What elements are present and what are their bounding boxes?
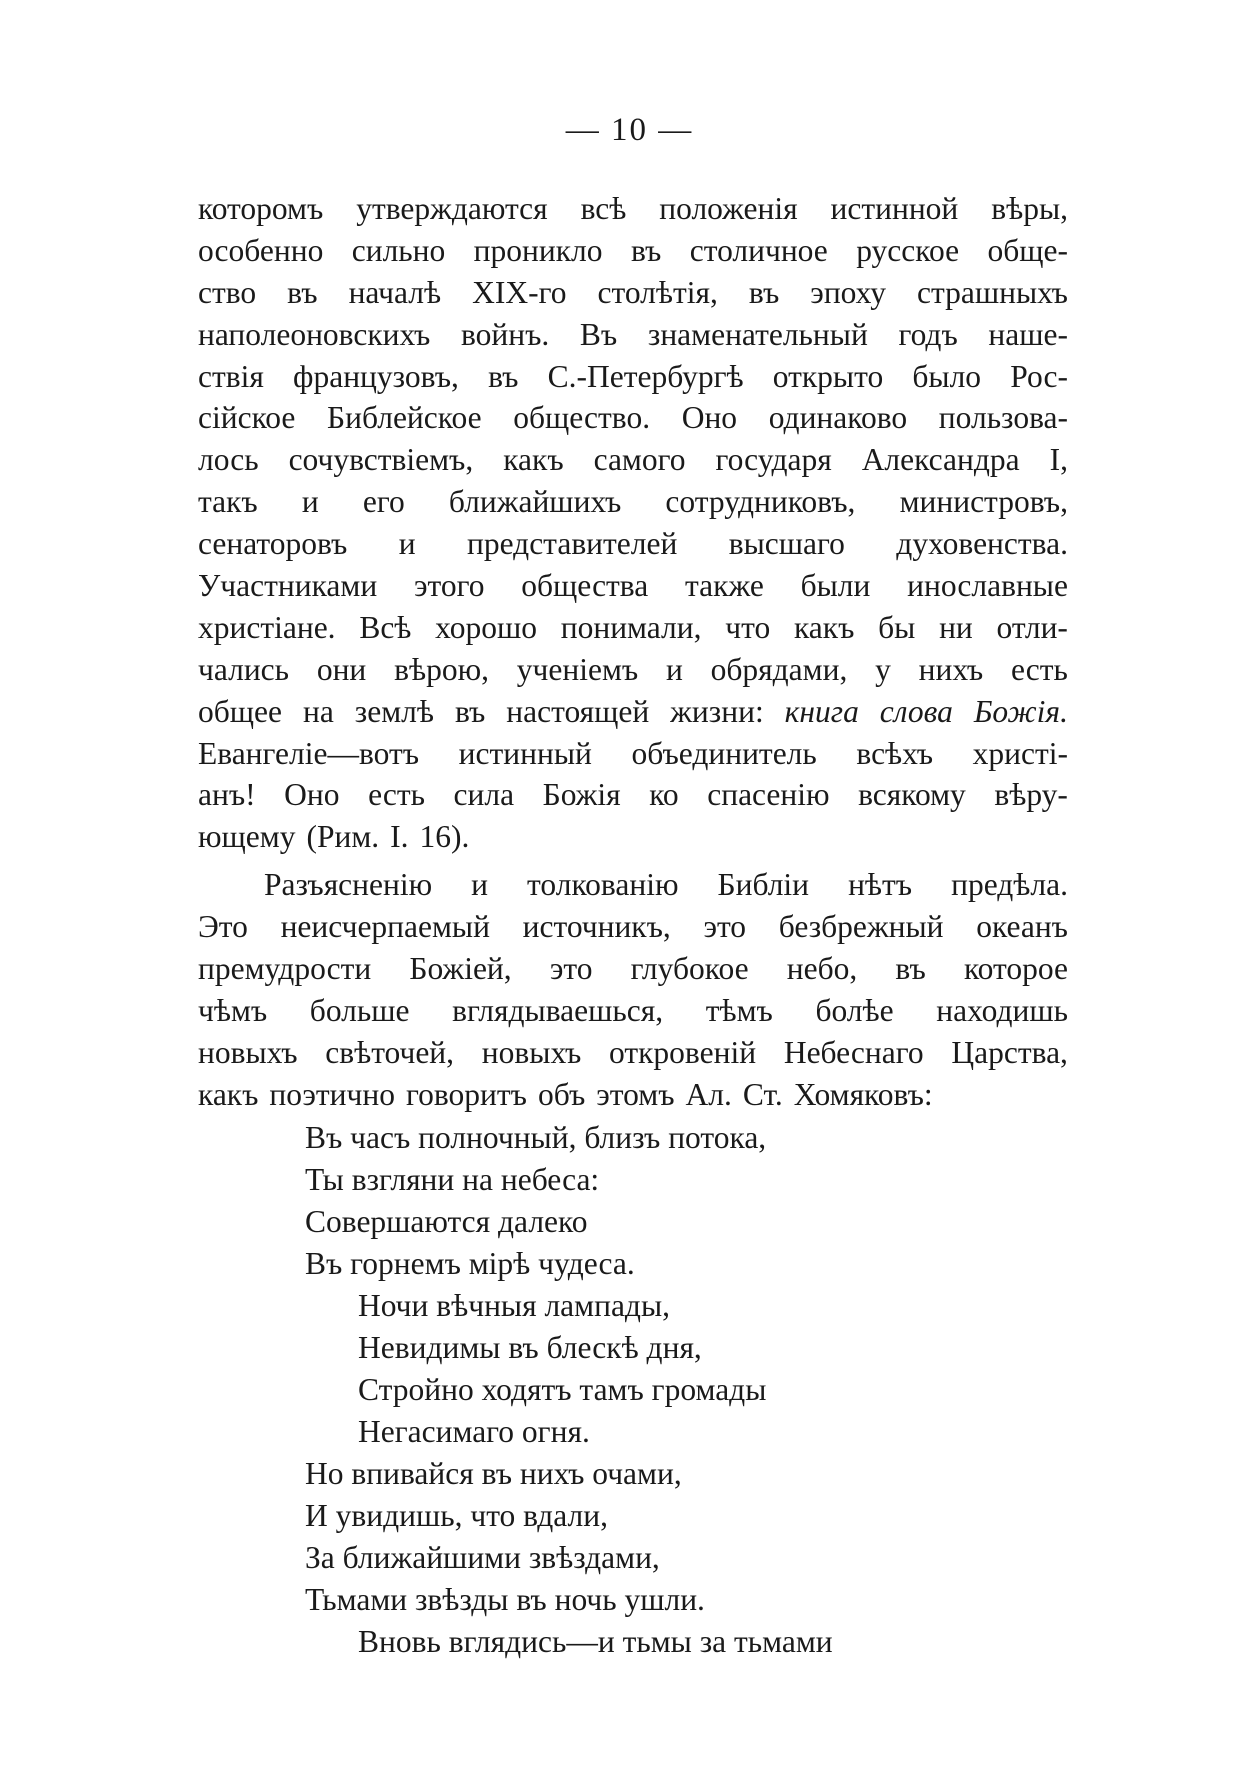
word: общество. <box>513 400 651 436</box>
word: столѣтія, <box>597 274 718 310</box>
word: которомъ <box>198 191 324 226</box>
word: войнъ. <box>460 316 550 352</box>
word: Александра <box>861 442 1020 478</box>
word: особенно <box>198 232 324 268</box>
text-line <box>198 816 1068 858</box>
word: наполеоновскихъ <box>198 316 431 352</box>
word: океанъ <box>976 909 1068 945</box>
word: его <box>362 484 405 520</box>
poem-line: И увидишь, что вдали, <box>305 1498 609 1533</box>
word: Царства, <box>951 1034 1068 1070</box>
paragraph <box>198 864 1068 1115</box>
word: Въ <box>579 316 618 352</box>
poem-line: Ты взгляни на небеса: <box>305 1162 600 1197</box>
prose-text <box>198 188 1068 1116</box>
word: Хомяковъ: <box>793 1076 933 1112</box>
word: говоритъ <box>406 1076 527 1112</box>
word: вглядываешься, <box>452 992 664 1028</box>
word: неисчерпаемый <box>280 909 490 945</box>
poem-line: Вновь вглядись—и тьмы за тьмами <box>358 1624 833 1659</box>
word: въ <box>748 274 780 310</box>
word: это <box>549 951 593 987</box>
word: министровъ, <box>899 484 1068 520</box>
word: представителей <box>467 526 678 562</box>
word: Участниками <box>198 568 378 604</box>
word: есть <box>368 777 425 813</box>
text-line <box>198 948 1068 990</box>
word: открыто <box>772 358 884 394</box>
word: знаменательный <box>647 316 868 352</box>
word: объединитель <box>631 735 817 771</box>
word: и <box>471 867 489 903</box>
word: положенія <box>659 191 798 226</box>
word: настоящей <box>506 693 650 729</box>
text-line <box>198 733 1068 775</box>
poem-line: Стройно ходятъ тамъ громады <box>358 1372 767 1407</box>
word: свѣточей, <box>325 1034 455 1070</box>
word: всѣхъ <box>856 735 934 771</box>
word: Божія <box>542 777 621 813</box>
poem-line: Невидимы въ блескѣ дня, <box>358 1330 702 1365</box>
poem-line: Негасимаго огня. <box>358 1414 590 1449</box>
word: тѣмъ <box>705 992 773 1028</box>
word: Небеснаго <box>783 1034 924 1070</box>
text-line <box>198 314 1068 356</box>
word: новыхъ <box>198 1034 298 1070</box>
word: въ <box>454 693 486 729</box>
word: премудрости <box>198 951 372 987</box>
word: и <box>398 526 416 562</box>
word: также <box>685 568 764 604</box>
word: слова <box>879 693 953 729</box>
word: истинный <box>458 735 592 771</box>
word: Божіей, <box>409 951 512 987</box>
word: какъ <box>503 442 564 478</box>
word: жизни: <box>670 693 764 729</box>
word: сенаторовъ <box>198 526 348 562</box>
word: высшаго <box>728 526 845 562</box>
word: обще- <box>987 232 1068 268</box>
word: откровеній <box>609 1034 757 1070</box>
word: Библейское <box>327 400 482 436</box>
word: сочувствіемъ, <box>288 442 474 478</box>
word: нѣтъ <box>848 867 913 903</box>
word: такъ <box>198 484 258 520</box>
word: ющему <box>198 819 296 855</box>
word: вѣры, <box>991 191 1068 226</box>
word: безбрежный <box>778 909 944 945</box>
word: обрядами, <box>710 651 848 687</box>
word: сійское <box>198 400 296 436</box>
word: въ <box>895 951 926 987</box>
word: самого <box>593 442 686 478</box>
word: Ал. <box>685 1076 732 1112</box>
word: ствія <box>198 358 264 394</box>
word: годъ <box>898 316 958 352</box>
word: наше- <box>988 316 1068 352</box>
word: которое <box>963 951 1068 987</box>
poem-line: Тьмами звѣзды въ ночь ушли. <box>305 1582 705 1617</box>
word: ко <box>649 777 679 813</box>
word: Божія. <box>973 693 1068 729</box>
text-line <box>198 481 1068 523</box>
word: сотрудниковъ, <box>665 484 856 520</box>
word: общества <box>521 568 649 604</box>
word: нихъ <box>918 651 984 687</box>
word: (Рим. <box>306 819 380 855</box>
word: XIX-го <box>472 274 567 310</box>
word: какъ <box>198 1076 259 1112</box>
word: ученіемъ <box>516 651 639 687</box>
word: на <box>302 693 334 729</box>
text-line <box>198 649 1068 691</box>
word: это <box>703 909 747 945</box>
text-line <box>198 356 1068 398</box>
text-line <box>198 906 1068 948</box>
word: спасенію <box>707 777 830 813</box>
word: сильно <box>351 232 446 268</box>
word: было <box>912 358 982 394</box>
word: чѣмъ <box>198 992 268 1028</box>
word: новыхъ <box>481 1034 582 1070</box>
word: у <box>875 651 891 687</box>
text-line <box>198 774 1068 816</box>
poem-line: Ночи вѣчныя лампады, <box>358 1288 671 1323</box>
word: Евангеліе—вотъ <box>198 735 420 771</box>
word: есть <box>1011 651 1068 687</box>
text-line <box>198 230 1068 272</box>
poem <box>305 1117 1005 1663</box>
word: бы <box>878 609 916 645</box>
word: были <box>800 568 871 604</box>
word: толкованію <box>527 867 679 903</box>
paragraph <box>198 188 1068 858</box>
word: Ст. <box>742 1076 783 1112</box>
word: въ <box>287 274 318 310</box>
word: источникъ, <box>522 909 671 945</box>
word: I. <box>390 819 409 855</box>
word: они <box>316 651 367 687</box>
word: французовъ, <box>293 358 459 394</box>
word: Оно <box>284 777 340 813</box>
word: истинной <box>830 191 959 226</box>
word: Оно <box>681 400 738 436</box>
text-line <box>198 523 1068 565</box>
text-line <box>198 1074 1068 1116</box>
word: Библіи <box>717 867 810 903</box>
word: духовенства. <box>896 526 1068 562</box>
text-line <box>198 188 1068 230</box>
text-line <box>198 990 1068 1032</box>
text-line <box>198 272 1068 314</box>
word: какъ <box>793 609 855 645</box>
word: сила <box>453 777 515 813</box>
word: всякому <box>858 777 966 813</box>
word: и <box>301 484 319 520</box>
text-line <box>198 691 1068 733</box>
word: всѣ <box>580 191 627 226</box>
word: вѣрою, <box>394 651 489 687</box>
word: находишь <box>936 992 1068 1028</box>
word: утверждаются <box>356 191 548 226</box>
word: христі- <box>972 735 1068 771</box>
word: 16). <box>419 819 470 855</box>
word: русское <box>856 232 960 268</box>
text-line <box>198 1032 1068 1074</box>
word: эпоху <box>810 274 886 310</box>
word: этомъ <box>596 1076 675 1112</box>
text-line <box>198 607 1068 649</box>
poem-line: Въ часъ полночный, близъ потока, <box>305 1120 767 1155</box>
word: I, <box>1049 442 1068 478</box>
word: ближайшихъ <box>448 484 622 520</box>
word: отли- <box>996 609 1068 645</box>
text-line <box>198 397 1068 439</box>
word: столичное <box>689 232 828 268</box>
word: инославные <box>907 568 1068 604</box>
word: понимали, <box>560 609 702 645</box>
word: проникло <box>473 232 603 268</box>
word: этого <box>413 568 485 604</box>
word: анъ! <box>198 777 256 813</box>
word: глубокое <box>630 951 749 987</box>
word: пользова- <box>938 400 1068 436</box>
word: страшныхъ <box>916 274 1068 310</box>
word: хорошо <box>435 609 537 645</box>
word: Это <box>198 909 248 945</box>
word: поэтично <box>269 1076 395 1112</box>
word: небо, <box>786 951 858 987</box>
word: чались <box>198 651 290 687</box>
poem-line: Въ горнемъ мірѣ чудеса. <box>305 1246 635 1281</box>
page-number: — 10 — <box>565 112 694 148</box>
word: Разъясненію <box>264 867 433 903</box>
word: въ <box>488 358 519 394</box>
word: христіане. <box>198 609 336 645</box>
word: вѣру- <box>994 777 1068 813</box>
word: землѣ <box>354 693 434 729</box>
word: ни <box>939 609 973 645</box>
word: одинаково <box>768 400 908 436</box>
word: Рос- <box>1010 358 1068 394</box>
word: больше <box>309 992 410 1028</box>
poem-line: Но впивайся въ нихъ очами, <box>305 1456 682 1491</box>
word: и <box>665 651 683 687</box>
word: предѣла. <box>951 867 1068 903</box>
word: лось <box>198 442 259 478</box>
word: объ <box>537 1076 586 1112</box>
text-line <box>198 439 1068 481</box>
text-line <box>198 565 1068 607</box>
word: болѣе <box>815 992 894 1028</box>
word: книга <box>784 693 859 729</box>
word: началѣ <box>348 274 442 310</box>
word: общее <box>198 693 282 729</box>
word: что <box>725 609 771 645</box>
word: въ <box>630 232 662 268</box>
poem-line: Совершаются далеко <box>305 1204 588 1239</box>
word: С.-Петербургѣ <box>547 358 744 394</box>
word: государя <box>715 442 832 478</box>
word: ство <box>198 274 257 310</box>
poem-line: За ближайшими звѣздами, <box>305 1540 660 1575</box>
word: Всѣ <box>359 609 412 645</box>
text-line <box>198 864 1068 906</box>
